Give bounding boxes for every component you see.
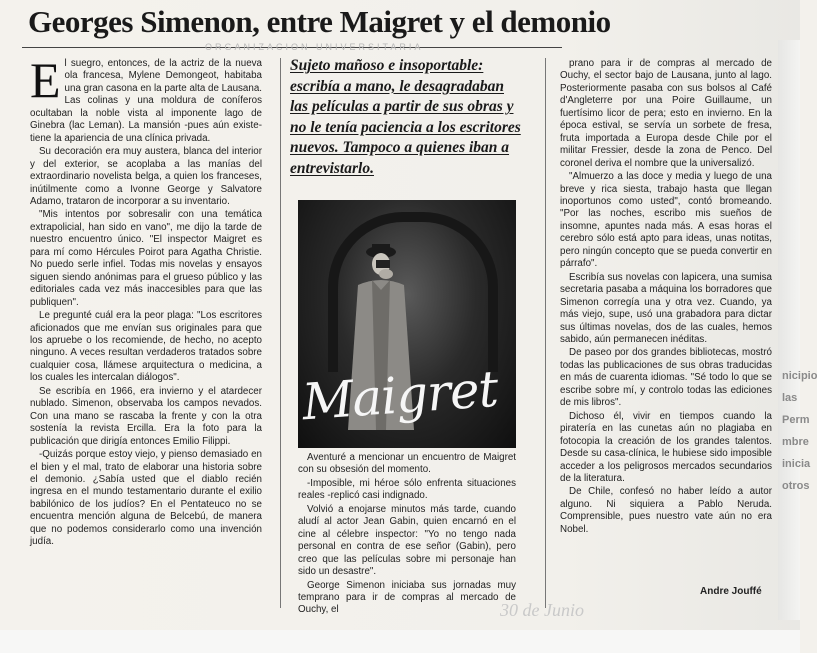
col2-paragraph-3: Volvió a enojarse minutos más tarde, cuando aludí al actor Jean Gabin, quien encarnó en el cine al célebre inspector: "Yo no tengo nada personal en contra de ese señor (Gabin), pero creo que las películas sobre mi personaje han sido un desastre". bbox=[298, 503, 516, 578]
column-divider-1 bbox=[280, 58, 281, 608]
maigret-photo bbox=[298, 200, 516, 448]
column-3 bbox=[560, 58, 772, 580]
col2-paragraph-1: Aventuré a mencionar un encuentro de Maigret con su obsesión del momento. bbox=[298, 452, 516, 476]
maigret-signature: Maigret bbox=[300, 359, 500, 432]
column-1 bbox=[30, 52, 262, 610]
paragraph-5: Se escribía en 1966, era invierno y el atardecer nublado. Simenon, observaba los campos nevados. Con una mano se rascaba la frente y con la otra sostenía la revista Ercilla. Era la foto para la publicación que dirigía entonces Emilio Filippi. bbox=[30, 385, 262, 447]
col2-paragraph-4: George Simenon iniciaba sus jornadas muy temprano para ir de compras al mercado de Ouchy, el bbox=[298, 579, 516, 616]
edge-text-1: nicipio bbox=[782, 370, 817, 382]
col3-paragraph-2: "Almuerzo a las doce y media y luego de una breve y rica siesta, trabajo hasta que llegan inoportunos como usted", contó bromeando. "Por las noches, escribo mis sueños de insomne, apuntes nada más. A esas horas el cerebro sólo está apto para ideas, unas notitas, pero ningún concepto que se pueda convertir en párrafo". bbox=[560, 171, 772, 270]
col3-paragraph-4: De paseo por dos grandes bibliotecas, mostró todas las publicaciones de sus obras traducidas en más de cuarenta idiomas. "Sé todo lo que se escribe sobre mí, y controlo todas las ediciones de mis libros". bbox=[560, 347, 772, 409]
scan-bottom-margin bbox=[0, 630, 800, 653]
column-2 bbox=[298, 452, 516, 616]
paragraph-2: Su decoración era muy austera, blanca del interior y del exterior, se acoplaba a las manías del extraordinario novelista belga, a quien los franceses, inútilmente como a Ivonne George y Salvatore Adamo, trataron de incorporar a su inventario. bbox=[30, 146, 262, 207]
paragraph-3: "Mis intentos por sobresalir con una temática extrapolicial, han sido en vano", me dijo la tarde de nuestro encuentro único. "El inspector Maigret es para mí como Hércules Poirot para Agatha Christie. No puedo serle infiel. Todas mis novelas y ensayos siguen siendo anónimas para el grueso público y las editoriales cada vez más inaccesibles para que las publiquen". bbox=[30, 209, 262, 308]
edge-text-3: Perm bbox=[782, 414, 810, 426]
col3-paragraph-3: Escribía sus novelas con lapicera, una sumisa secretaria pasaba a máquina los borradores que Simenon corregía una y otra vez. Cuando, ya más viejo, supe, usó una grabadora para dictar sus últimas novelas, dos de las cuales, hemos sabido, aún permanecen inéditas. bbox=[560, 271, 772, 345]
col3-paragraph-1: prano para ir de compras al mercado de Ouchy, el sector bajo de Lausana, junto al lago. Posteriormente pasaba con sus bolsos al Café d'Angleterre por una Poire Guillaume, un fuertísimo licor de pera; esto en invierno. En la época estival, se servía un sorbete de fresa, fruta importada a Europa desde Chile por el militar Fressier, desde la zona de Penco. Del coronel deriva el nombre que la universalizó. bbox=[560, 58, 772, 169]
paragraph-1: El suegro, entonces, de la actriz de la nueva ola francesa, Mylene Demongeot, habitaba una gran casona en la parte alta de Lausana. Las colinas y una moldura de coníferos ocultaban la noble vista al imponente lago de Ginebra (lac Leman). La mansión -pues aún existe- tiene la apariencia de una clínica privada. bbox=[30, 52, 262, 144]
article-headline: Georges Simenon, entre Maigret y el demonio bbox=[28, 4, 611, 39]
col3-paragraph-5: Dichoso él, vivir en tiempos cuando la piratería en las cunetas aún no plagiaba en fotocopia la creación de los grandes talentos. Desde su casa-clínica, le hubiese sido imposible acceder a los peligrosos mercados secundarios de la literatura. bbox=[560, 410, 772, 484]
edge-text-6: otros bbox=[782, 480, 810, 492]
pull-quote: Sujeto mañoso e insoportable: escribía a mano, le desagradaban las películas a partir de sus obras y no le tenía paciencia a los escritores nuevos. Tampoco a quienes iban a entrevistarlo. bbox=[290, 57, 521, 177]
drop-cap: E bbox=[30, 52, 61, 108]
paragraph-4: Le pregunté cuál era la peor plaga: "Los escritores aficionados que me envían sus originales para que los apruebe o los recomiende, de hecho, no acepto ninguno. A veces resultan verdaderos tratados sobre cualquier cosa, llámese arquitectura o medicina, a los cuales les intercalan diálogos". bbox=[30, 310, 262, 384]
col3-paragraph-6: De Chile, confesó no haber leído a autor alguno. Ni siquiera a Pablo Neruda. Comprensible, pues nuestro vate aún no era Nobel. bbox=[560, 486, 772, 535]
bleed-through-header: ORGANIZACION UNIVERSITARIA bbox=[205, 42, 424, 52]
col2-paragraph-2: -Imposible, mi héroe sólo enfrenta situaciones reales -replicó casi indignado. bbox=[298, 477, 516, 502]
bleed-through-date: 30 de Junio bbox=[500, 600, 584, 620]
edge-text-4: mbre bbox=[782, 436, 809, 448]
edge-text-2: las bbox=[782, 392, 798, 404]
adjacent-page-edge bbox=[778, 40, 817, 620]
column-divider-2 bbox=[545, 58, 546, 608]
paragraph-6: -Quizás porque estoy viejo, y pienso demasiado en el bien y el mal, trato de elaborar una historia sobre el demonio. ¿Sabía usted que el diablo recién ingresa en el mundo testamentario durante el exilio babilónico de los judíos? En el Pentateuco no se encuentra mención alguna de Belcebú, de manera que no podemos considerarlo como una invención judía. bbox=[30, 449, 262, 548]
author-byline: Andre Jouffé bbox=[700, 586, 762, 597]
edge-text-5: inicia bbox=[782, 458, 811, 470]
